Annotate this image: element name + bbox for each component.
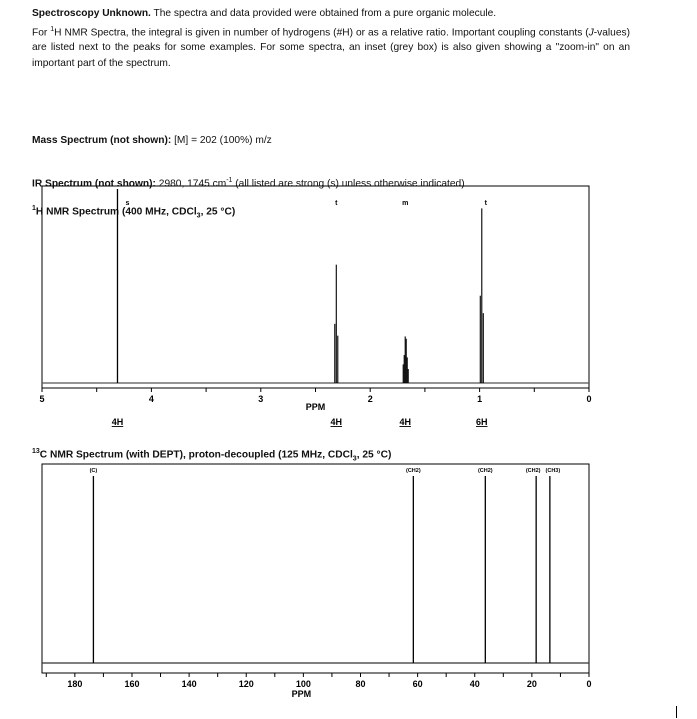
mass-value: [M] = 202 (100%) m/z [174, 135, 272, 146]
hnmr-integral: 4H [330, 417, 343, 427]
cnmr-tick-label: 40 [469, 679, 480, 689]
hnmr-integral: 4H [399, 417, 411, 427]
intro-text: For [32, 26, 51, 38]
cnmr-tick-label: 160 [124, 679, 140, 689]
hnmr-frame [42, 186, 589, 388]
ir-label: IR Spectrum (not shown): [32, 178, 156, 190]
cnmr-sub: 3 [352, 455, 357, 463]
hnmr-multiplicity: s [125, 200, 130, 207]
hnmr-multiplicity: t [335, 200, 338, 207]
cnmr-tick-label: 140 [181, 679, 197, 689]
text-cursor [676, 706, 677, 718]
hnmr-integral: 6H [476, 417, 488, 427]
ir-value: 2980, 1745 cm [158, 178, 227, 190]
hnmr-title-end: , 25 °C) [200, 206, 236, 218]
hnmr-xlabel: PPM [305, 402, 326, 412]
cnmr-title-text: C NMR Spectrum (with DEPT), proton-decoupled (125 MHz, CDCl [39, 449, 353, 461]
intro-text: -values) are listed next to the peaks for some examples. For some spectra, an inset (grey box) is also given showing a "zoom-in" on an important part of the spectrum. [32, 26, 630, 69]
hnmr-tick-label: 5 [39, 394, 45, 404]
cnmr-tick-label: 60 [412, 679, 423, 689]
hnmr-sup: 1 [32, 205, 36, 212]
cnmr-tick-label: 20 [526, 679, 537, 689]
hnmr-tick-label: 0 [586, 394, 592, 404]
cnmr-tick-label: 180 [67, 679, 83, 689]
hnmr-tick-label: 3 [258, 394, 264, 404]
cnmr-dept-label: (CH3) [545, 468, 561, 474]
ir-note: (all listed are strong (s) unless otherwise indicated) [235, 178, 465, 190]
cnmr-tick-label: 120 [238, 679, 254, 689]
cnmr-dept-label: (C) [89, 468, 98, 474]
mass-label: Mass Spectrum (not shown): [32, 135, 172, 146]
hnmr-title-text: H NMR Spectrum (400 MHz, CDCl [35, 206, 197, 218]
cnmr-tick-label: 100 [295, 679, 311, 689]
cnmr-dept-label: (CH2) [525, 468, 541, 474]
cnmr-dept-label: (CH2) [405, 468, 421, 474]
cnmr-tick-label: 0 [586, 679, 592, 689]
hnmr-integral: 4H [111, 417, 124, 427]
hnmr-tick-label: 1 [477, 394, 483, 404]
hnmr-tick-label: 2 [367, 394, 373, 404]
cnmr-tick-label: 80 [355, 679, 366, 689]
hnmr-tick-label: 4 [148, 394, 154, 404]
ir-sup: -1 [226, 177, 233, 184]
intro-j: J [588, 26, 594, 38]
cnmr-dept-label: (CH2) [477, 468, 493, 474]
hnmr-multiplicity: m [402, 200, 409, 207]
intro-title: Spectroscopy Unknown. [32, 8, 151, 19]
cnmr-sup: 13 [32, 448, 40, 455]
cnmr-xlabel: PPM [291, 689, 312, 699]
intro-line: The spectra and data provided were obtained from a pure organic molecule. [150, 8, 497, 19]
cnmr-frame [42, 464, 589, 673]
cnmr-title-end: , 25 °C) [356, 449, 392, 461]
hnmr-sub: 3 [196, 212, 201, 220]
hnmr-multiplicity: t [484, 200, 487, 207]
intro-text: H NMR Spectra, the integral is given in number of hydrogens (#H) or as a relative ratio. Important coupling constants ( [54, 26, 589, 38]
intro-sup: 1 [50, 25, 55, 33]
